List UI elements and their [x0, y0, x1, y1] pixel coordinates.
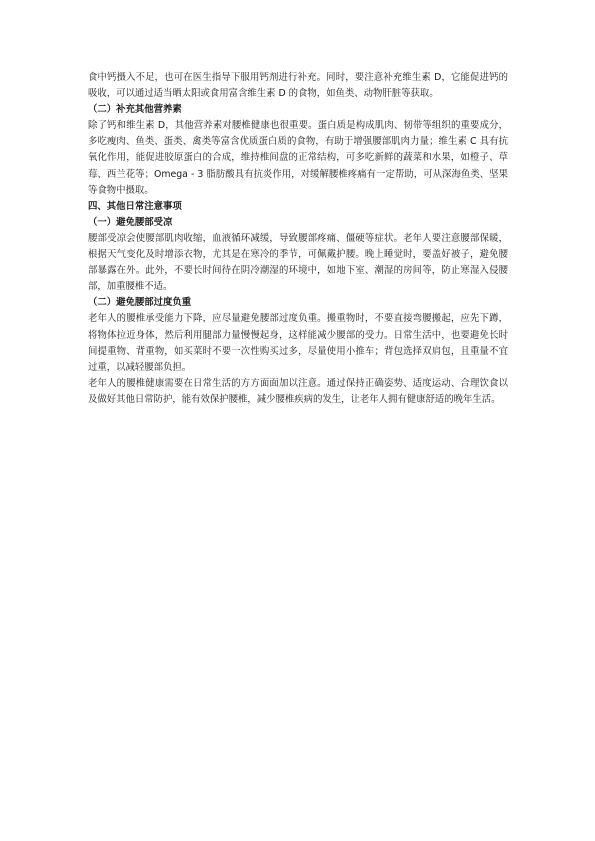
heading-avoid-cold: （一）避免腰部受凉 — [88, 216, 173, 228]
document-page — [88, 70, 508, 408]
paragraph-calcium-vitamin-d: 食中钙摄入不足，也可在医生指导下服用钙剂进行补充。同时，要注意补充维生素 D，它能促进钙的吸收，可以通过适当晒太阳或食用富含维生素 D 的食物，如鱼类、动物肝脏等获取。 — [88, 72, 508, 100]
paragraph-avoid-cold: 腰部受凉会使腰部肌肉收缩，血液循环减缓，导致腰部疼痛、僵硬等症状。老年人要注意腰部保暖，根据天气变化及时增添衣物，尤其是在寒冷的季节，可佩戴护腰。晚上睡觉时，要盖好被子，避免腰部暴露在外。此外，不要长时间待在阴冷潮湿的环境中，如地下室、潮湿的房间等，防止寒湿入侵腰部，加重腰椎不适。 — [88, 232, 508, 293]
paragraph-other-nutrients: 除了钙和维生素 D，其他营养素对腰椎健康也很重要。蛋白质是构成肌肉、韧带等组织的重要成分，多吃瘦肉、鱼类、蛋类、禽类等富含优质蛋白质的食物，有助于增强腰部肌肉力量；维生素 C 具有抗氧化作用，能促进胶原蛋白的合成，维持椎间盘的正常结构，可多吃新鲜的蔬菜和水果，如橙子、草莓、西兰花等；Omega - 3 脂肪酸具有抗炎作用，对缓解腰椎疼痛有一定帮助，可从深海鱼类、坚果等食物中摄取。 — [88, 120, 508, 196]
heading-section-4: 四、其他日常注意事项 — [88, 200, 182, 212]
heading-other-nutrients: （二）补充其他营养素 — [88, 104, 182, 116]
paragraph-avoid-overload: 老年人的腰椎承受能力下降，应尽量避免腰部过度负重。搬重物时，不要直接弯腰搬起，应先下蹲，将物体拉近身体，然后利用腿部力量慢慢起身，这样能减少腰部的受力。日常生活中，也要避免长时间提重物、背重物，如买菜时不要一次性购买过多，尽量使用小推车；背包选择双肩包，且重量不宜过重，以减轻腰部负担。 — [88, 313, 508, 373]
paragraph-conclusion: 老年人的腰椎健康需要在日常生活的方方面面加以注意。通过保持正确姿势、适度运动、合理饮食以及做好其他日常防护，能有效保护腰椎，减少腰椎疾病的发生，让老年人拥有健康舒适的晚年生活。 — [88, 377, 508, 405]
heading-avoid-overload: （二）避免腰部过度负重 — [88, 297, 192, 309]
